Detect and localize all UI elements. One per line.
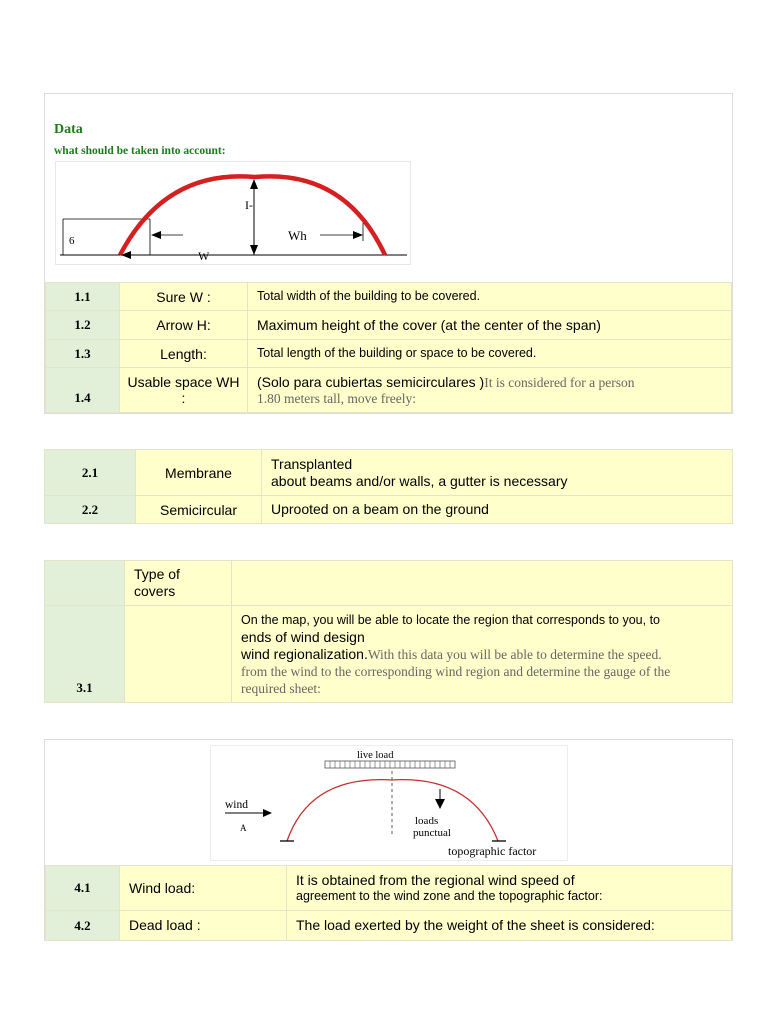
cover-type-table xyxy=(44,449,733,524)
label-6: 6 xyxy=(69,235,75,247)
label-w: W xyxy=(198,249,210,263)
label-h: I- xyxy=(245,198,253,212)
label-live-load: live load xyxy=(357,750,394,761)
dimension-table xyxy=(45,282,732,413)
row-label: Length: xyxy=(120,340,248,368)
row-description-part-3: 1.80 meters tall, move freely: xyxy=(257,390,416,406)
arch-dimension-diagram xyxy=(55,161,411,265)
description-line-1: On the map, you will be able to locate the region that corresponds to you, to xyxy=(241,612,661,627)
row-description: Total length of the building or space to be covered. xyxy=(248,340,732,368)
row-description-empty xyxy=(232,561,733,606)
section-loads xyxy=(44,739,733,941)
header-line-2: covers xyxy=(134,583,176,599)
row-number: 1.1 xyxy=(46,283,120,311)
row-label: Semicircular xyxy=(136,496,262,524)
table-row xyxy=(46,911,732,941)
description-line-3b: With this data you will be able to determine the speed. xyxy=(367,646,662,662)
table-row xyxy=(46,368,732,413)
row-description xyxy=(262,450,733,496)
row-description: Maximum height of the cover (at the center of the span) xyxy=(248,311,732,340)
section-subtitle: what should be taken into account: xyxy=(54,145,226,157)
row-label: Dead load : xyxy=(120,911,287,941)
label-a: A xyxy=(240,823,247,833)
row-number-text: 3.1 xyxy=(76,680,93,695)
label-wind: wind xyxy=(225,799,248,811)
row-label: Wind load: xyxy=(120,866,287,911)
description-line-3a: wind regionalization. xyxy=(241,645,368,662)
row-description-line-2: agreement to the wind zone and the topographic factor: xyxy=(296,889,603,903)
row-number-text: 1.4 xyxy=(74,390,91,405)
row-description-line-1: It is obtained from the regional wind speed of xyxy=(296,872,575,888)
description-line-4: from the wind to the corresponding wind region and determine the gauge of the xyxy=(241,663,671,679)
description-line-2: ends of wind design xyxy=(241,628,365,645)
row-number: 2.1 xyxy=(45,450,136,496)
section-title: Data xyxy=(54,122,83,137)
row-number: 2.2 xyxy=(45,496,136,524)
load-diagram xyxy=(210,745,568,861)
table-row xyxy=(46,866,732,911)
label-loads: loads xyxy=(415,815,439,827)
row-label xyxy=(120,368,248,413)
row-number-empty xyxy=(45,561,125,606)
row-label-line-1: Usable space WH xyxy=(127,374,240,390)
row-description-line-2: about beams and/or walls, a gutter is necessary xyxy=(271,472,568,489)
table-row xyxy=(45,606,733,703)
description-line-5: required sheet: xyxy=(241,680,321,696)
row-label-empty xyxy=(125,606,232,703)
row-label: Arrow H: xyxy=(120,311,248,340)
table-row xyxy=(45,450,733,496)
label-punctual: punctual xyxy=(413,827,451,839)
loads-table xyxy=(45,865,732,941)
row-description-line-1: Transplanted xyxy=(271,455,353,472)
table-row xyxy=(46,283,732,311)
row-description xyxy=(232,606,733,703)
row-description: Uprooted on a beam on the ground xyxy=(262,496,733,524)
table-row xyxy=(45,496,733,524)
table-row xyxy=(45,561,733,606)
row-description: The load exerted by the weight of the sheet is considered: xyxy=(287,911,732,941)
row-number xyxy=(46,368,120,413)
row-label: Membrane xyxy=(136,450,262,496)
row-number: 1.3 xyxy=(46,340,120,368)
section-data xyxy=(44,93,733,414)
row-description-part-2: It is considered for a person xyxy=(484,374,635,390)
row-description xyxy=(248,368,732,413)
table-row xyxy=(46,340,732,368)
row-label xyxy=(125,561,232,606)
row-description xyxy=(287,866,732,911)
row-number: 4.1 xyxy=(46,866,120,911)
section-wind-region xyxy=(44,560,733,703)
row-number: 4.2 xyxy=(46,911,120,941)
section-cover-types xyxy=(44,449,733,524)
row-number: 1.2 xyxy=(46,311,120,340)
row-label: Sure W : xyxy=(120,283,248,311)
row-description: Total width of the building to be covered. xyxy=(248,283,732,311)
row-description-part-1: (Solo para cubiertas semicirculares ) xyxy=(257,373,485,390)
row-number xyxy=(45,606,125,703)
table-row xyxy=(46,311,732,340)
wind-region-table xyxy=(44,560,733,703)
row-label-line-2: : xyxy=(181,390,186,406)
label-wh: Wh xyxy=(288,228,307,243)
header-line-1: Type of xyxy=(134,566,180,582)
label-topographic-factor: topographic factor xyxy=(448,844,537,858)
